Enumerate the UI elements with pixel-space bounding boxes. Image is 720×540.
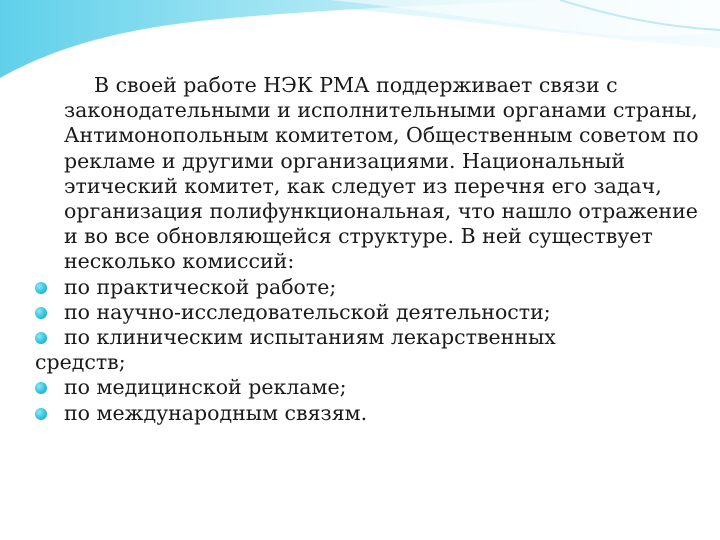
list-item-text: по практической работе; [64, 274, 337, 299]
circle-bullet-icon [35, 382, 47, 394]
list-item [35, 375, 700, 400]
commission-list [35, 274, 700, 426]
list-item [35, 300, 700, 325]
list-item [35, 401, 700, 426]
list-item-text-continued: средств; [35, 350, 126, 375]
list-item-text: по научно-исследовательской деятельности; [64, 299, 551, 324]
list-item-text: по клиническим испытаниям лекарственных [64, 325, 556, 350]
list-item-text: по международным связям. [64, 400, 368, 425]
circle-bullet-icon [35, 307, 47, 319]
slide-body [35, 73, 700, 426]
list-item [35, 275, 700, 300]
circle-bullet-icon [35, 332, 47, 344]
circle-bullet-icon [35, 408, 47, 420]
wave-highlight [330, 0, 720, 36]
list-item-text: по медицинской рекламе; [64, 375, 347, 400]
circle-bullet-icon [35, 282, 47, 294]
intro-paragraph: В своей работе НЭК РМА поддерживает связи с законодательными и исполнительными органами страны, Антимонопольным комитетом, Общественным советом по рекламе и другими организациями. Национальный этический комитет, как следует из перечня его задач, организация полифункциональная, что нашло отражение и во все обновляющейся структуре. В ней существует несколько комиссий: [64, 73, 699, 274]
list-item [35, 325, 700, 375]
